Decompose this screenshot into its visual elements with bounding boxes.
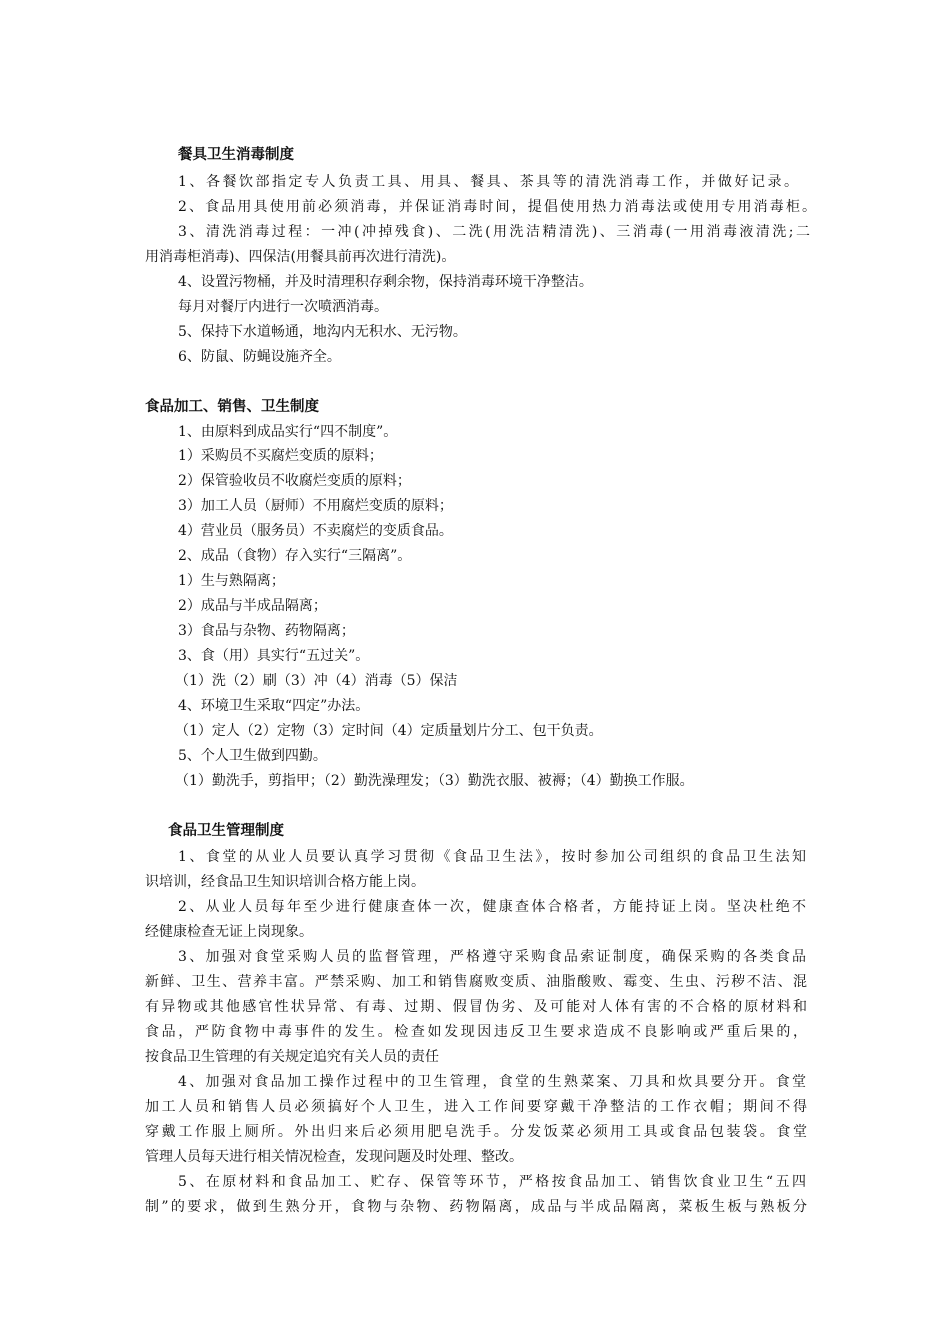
paragraph-line: 5、个人卫生做到四勤。 <box>178 748 327 764</box>
paragraph-line: 5、在原材料和食品加工、贮存、保管等环节，严格按食品加工、销售饮食业卫生“五四 <box>178 1174 806 1190</box>
paragraph-line: 1）采购员不买腐烂变质的原料； <box>178 448 383 464</box>
paragraph-line: 2）保管验收员不收腐烂变质的原料； <box>178 473 411 489</box>
paragraph-line: 加工人员和销售人员必须搞好个人卫生，进入工作间要穿戴干净整洁的工作衣帽；期间不得 <box>145 1099 807 1115</box>
paragraph-line: 管理人员每天进行相关情况检查，发现问题及时处理、整改。 <box>145 1149 523 1165</box>
paragraph-line: 食品，严防食物中毒事件的发生。检查如发现因违反卫生要求造成不良影响或严重后果的， <box>145 1024 807 1040</box>
paragraph-line: 按食品卫生管理的有关规定追究有关人员的责任 <box>145 1049 439 1065</box>
paragraph-line: 有异物或其他感官性状异常、有毒、过期、假冒伪劣、及可能对人体有害的不合格的原材料和 <box>145 999 807 1015</box>
paragraph-line: （1）洗（2）刷（3）冲（4）消毒（5）保洁 <box>175 673 458 689</box>
paragraph-line: 4、设置污物桶，并及时清理积存剩余物，保持消毒环境干净整洁。 <box>178 274 593 290</box>
paragraph-line: （1）定人（2）定物（3）定时间（4）定质量划片分工、包干负责。 <box>175 723 603 739</box>
paragraph-line: 4）营业员（服务员）不卖腐烂的变质食品。 <box>178 523 453 539</box>
paragraph-line: 2、从业人员每年至少进行健康查体一次，健康查体合格者，方能持证上岗。坚决杜绝不 <box>178 899 806 915</box>
paragraph-line: 2、成品（食物）存入实行“三隔离”。 <box>178 548 412 564</box>
section-title: 食品卫生管理制度 <box>168 822 284 839</box>
paragraph-line: 新鲜、卫生、营养丰富。严禁采购、加工和销售腐败变质、油脂酸败、霉变、生虫、污秽不洁、混 <box>145 974 807 990</box>
paragraph-line: （1）勤洗手，剪指甲；（2）勤洗澡理发；（3）勤洗衣服、被褥；（4）勤换工作服。 <box>175 773 694 789</box>
paragraph-line: 3、食（用）具实行“五过关”。 <box>178 648 370 664</box>
paragraph-line: 经健康检查无证上岗现象。 <box>145 924 313 940</box>
section-title: 餐具卫生消毒制度 <box>178 146 294 163</box>
paragraph-line: 制”的要求，做到生熟分开，食物与杂物、药物隔离，成品与半成品隔离，菜板生板与熟板分 <box>145 1199 807 1215</box>
paragraph-line: 2、食品用具使用前必须消毒，并保证消毒时间，提倡使用热力消毒法或使用专用消毒柜。 <box>178 199 816 215</box>
paragraph-line: 3）食品与杂物、药物隔离； <box>178 623 355 639</box>
section-title: 食品加工、销售、卫生制度 <box>145 398 319 415</box>
paragraph-line: 3、加强对食堂采购人员的监督管理，严格遵守采购食品索证制度，确保采购的各类食品 <box>178 949 806 965</box>
paragraph-line: 3、清洗消毒过程：一冲(冲掉残食)、二洗(用洗洁精清洗)、三消毒(一用消毒液清洗;二 <box>178 224 810 240</box>
paragraph-line: 2）成品与半成品隔离； <box>178 598 327 614</box>
paragraph-line: 5、保持下水道畅通，地沟内无积水、无污物。 <box>178 324 467 340</box>
paragraph-line: 6、防鼠、防蝇设施齐全。 <box>178 349 341 365</box>
paragraph-line: 1、食堂的从业人员要认真学习贯彻《食品卫生法》，按时参加公司组织的食品卫生法知 <box>178 849 806 865</box>
paragraph-line: 1、各餐饮部指定专人负责工具、用具、餐具、茶具等的清洗消毒工作，并做好记录。 <box>178 174 798 190</box>
paragraph-line: 4、环境卫生采取“四定”办法。 <box>178 698 370 714</box>
paragraph-line: 3）加工人员（厨师）不用腐烂变质的原料； <box>178 498 453 514</box>
paragraph-line: 4、加强对食品加工操作过程中的卫生管理，食堂的生熟菜案、刀具和炊具要分开。食堂 <box>178 1074 806 1090</box>
paragraph-line: 1）生与熟隔离； <box>178 573 285 589</box>
paragraph-line: 识培训，经食品卫生知识培训合格方能上岗。 <box>145 874 425 890</box>
paragraph-line: 1、由原料到成品实行“四不制度”。 <box>178 424 398 440</box>
paragraph-line: 穿戴工作服上厕所。外出归来后必须用肥皂洗手。分发饭菜必须用工具或食品包装袋。食堂 <box>145 1124 807 1140</box>
paragraph-line: 用消毒柜消毒)、四保洁(用餐具前再次进行清洗)。 <box>145 249 456 265</box>
paragraph-line: 每月对餐厅内进行一次喷洒消毒。 <box>178 299 388 315</box>
